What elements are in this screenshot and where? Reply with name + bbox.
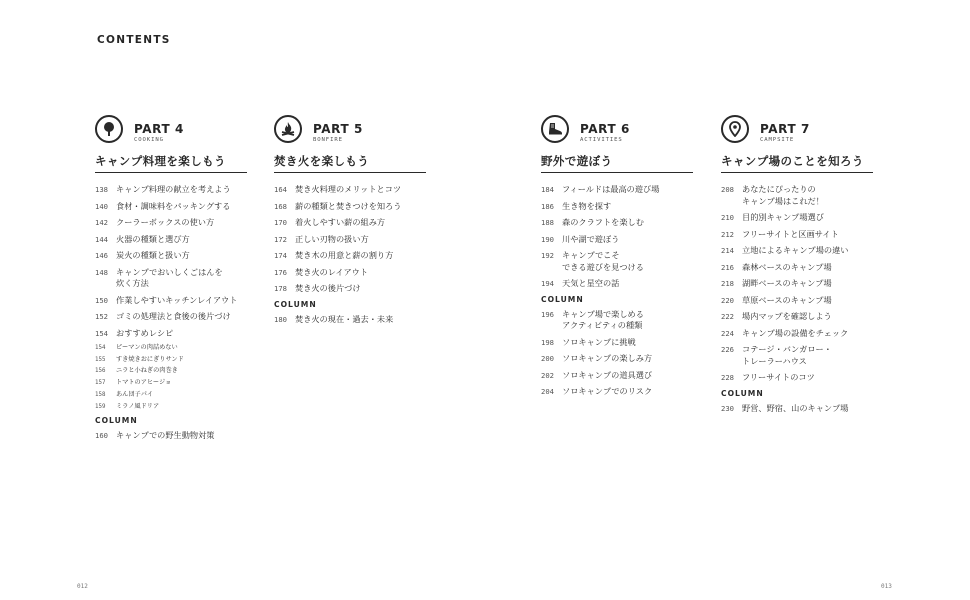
column-heading: COLUMN bbox=[95, 415, 138, 425]
entry-title: ミラノ風ドリア bbox=[116, 402, 160, 410]
part-subtitle: CAMPSITE bbox=[760, 137, 795, 143]
recipe-entry[interactable] bbox=[95, 379, 247, 387]
column-list bbox=[95, 430, 247, 442]
entry-title: キャンプでこそ できる遊びを見つける bbox=[562, 250, 644, 272]
page-number: 216 bbox=[721, 262, 734, 272]
entry-title: すき焼きおにぎりサンド bbox=[116, 355, 184, 363]
column-heading: COLUMN bbox=[274, 299, 317, 309]
entry-title: 生き物を探す bbox=[562, 200, 612, 211]
page-number: 174 bbox=[274, 251, 287, 260]
column-entry[interactable] bbox=[541, 370, 693, 382]
toc-entry[interactable] bbox=[274, 217, 426, 229]
entry-title: キャンプでの野生動物対策 bbox=[116, 429, 215, 440]
column-entry[interactable] bbox=[541, 386, 693, 398]
toc-entry[interactable] bbox=[95, 234, 247, 246]
toc-entry[interactable] bbox=[274, 234, 426, 246]
entry-title: おすすめレシピ bbox=[116, 327, 174, 338]
page-number: 194 bbox=[541, 279, 554, 288]
toc-entry[interactable] bbox=[721, 184, 873, 207]
part-label: PART 5 bbox=[313, 122, 363, 136]
page-number: 157 bbox=[95, 380, 106, 387]
column-list bbox=[721, 403, 873, 415]
entry-title: キャンプ場の設備をチェック bbox=[742, 327, 849, 338]
toc-entry[interactable] bbox=[721, 311, 873, 323]
toc-entry[interactable] bbox=[95, 201, 247, 213]
toc-entry[interactable] bbox=[721, 328, 873, 340]
part-7-section bbox=[721, 115, 873, 419]
page-number: 172 bbox=[274, 234, 287, 244]
part-title: 野外で遊ぼう bbox=[541, 149, 693, 173]
part-5-section bbox=[274, 115, 426, 330]
page-number: 202 bbox=[541, 370, 554, 380]
toc-list bbox=[541, 184, 693, 290]
entry-title: 湖畔ベースのキャンプ場 bbox=[742, 278, 832, 288]
toc-list bbox=[274, 184, 426, 295]
entry-title: 薪の種類と焚きつけを知ろう bbox=[295, 200, 402, 211]
entry-title: ニラと小ねぎの肉巻き bbox=[116, 367, 178, 375]
entry-title: フィールドは最高の遊び場 bbox=[562, 184, 660, 194]
entry-title: キャンプ場で楽しめる アクティビティの種類 bbox=[562, 308, 644, 330]
page-number: 224 bbox=[721, 328, 734, 338]
entry-title: トマトのアヒージョ bbox=[116, 379, 172, 387]
entry-title: 目的別キャンプ場選び bbox=[742, 212, 824, 222]
page-number: 170 bbox=[274, 218, 287, 227]
page-number: 176 bbox=[274, 267, 287, 277]
entry-title: 川や湖で遊ぼう bbox=[562, 233, 620, 244]
page-number: 155 bbox=[95, 356, 106, 363]
entry-title: 正しい刃物の扱い方 bbox=[295, 233, 369, 244]
column-heading: COLUMN bbox=[541, 294, 584, 304]
page-number: 184 bbox=[541, 185, 554, 194]
part-4-section bbox=[95, 115, 247, 446]
entry-title: ピーマンの肉詰めない bbox=[116, 344, 178, 351]
page-number: 159 bbox=[95, 403, 106, 410]
column-entry[interactable] bbox=[95, 430, 247, 442]
entry-title: 森林ベースのキャンプ場 bbox=[742, 261, 832, 272]
entry-title: 立地によるキャンプ場の違い bbox=[742, 245, 849, 255]
entry-title: 火器の種類と選び方 bbox=[116, 233, 190, 244]
contents-title: CONTENTS bbox=[97, 34, 171, 46]
entry-title: あん団子パイ bbox=[116, 390, 154, 398]
page-number: 208 bbox=[721, 185, 734, 194]
page-number: 210 bbox=[721, 213, 734, 222]
page-number: 196 bbox=[541, 309, 554, 319]
page-number: 142 bbox=[95, 218, 108, 227]
entry-title: 野営、野宿、山のキャンプ場 bbox=[742, 402, 849, 413]
hiking-boot-icon bbox=[541, 115, 569, 143]
part-title: 焚き火を楽しもう bbox=[274, 149, 426, 173]
entry-title: 焚き火の現在・過去・未来 bbox=[295, 313, 394, 324]
folio-left: 012 bbox=[77, 583, 88, 590]
page-number: 158 bbox=[95, 391, 106, 398]
campfire-icon bbox=[274, 115, 302, 143]
page-number: 140 bbox=[95, 201, 108, 211]
part-header bbox=[721, 115, 873, 149]
page-number: 222 bbox=[721, 312, 734, 321]
toc-list bbox=[721, 184, 873, 384]
entry-title: 食材・調味料をパッキングする bbox=[116, 200, 231, 211]
map-pin-icon bbox=[721, 115, 749, 143]
toc-entry[interactable] bbox=[95, 295, 247, 307]
entry-title: 焚き火のレイアウト bbox=[295, 266, 369, 277]
toc-list bbox=[95, 184, 247, 411]
page-number: 180 bbox=[274, 314, 287, 324]
entry-title: 炭火の種類と扱い方 bbox=[116, 250, 190, 260]
toc-entry[interactable] bbox=[721, 372, 873, 384]
toc-entry[interactable] bbox=[274, 267, 426, 279]
toc-entry[interactable] bbox=[95, 184, 247, 196]
page-number: 198 bbox=[541, 337, 554, 347]
part-label: PART 4 bbox=[134, 122, 184, 136]
column-entry[interactable] bbox=[721, 403, 873, 415]
page-number: 148 bbox=[95, 267, 108, 277]
entry-title: コテージ・バンガロー・ トレーラーハウス bbox=[742, 344, 832, 366]
page-number: 144 bbox=[95, 234, 108, 244]
toc-entry[interactable] bbox=[541, 250, 693, 273]
page-number: 178 bbox=[274, 284, 287, 293]
entry-title: ソロキャンプでのリスク bbox=[562, 386, 653, 396]
entry-title: フリーサイトと区画サイト bbox=[742, 228, 839, 239]
toc-entry[interactable] bbox=[541, 234, 693, 246]
entry-title: ソロキャンプに挑戦 bbox=[562, 336, 636, 347]
column-heading: COLUMN bbox=[721, 388, 764, 398]
recipe-entry[interactable] bbox=[95, 403, 247, 411]
toc-entry[interactable] bbox=[721, 245, 873, 257]
page-number: 200 bbox=[541, 354, 554, 363]
entry-title: 場内マップを確認しよう bbox=[742, 311, 832, 321]
entry-title: 焚き火の後片づけ bbox=[295, 283, 361, 293]
toc-entry[interactable] bbox=[721, 262, 873, 274]
toc-entry[interactable] bbox=[274, 184, 426, 196]
toc-entry[interactable] bbox=[95, 328, 247, 340]
page-number: 156 bbox=[95, 368, 106, 375]
column-list bbox=[274, 314, 426, 326]
page-number: 138 bbox=[95, 185, 108, 194]
part-header bbox=[541, 115, 693, 149]
toc-entry[interactable] bbox=[274, 201, 426, 213]
page-number: 186 bbox=[541, 201, 554, 211]
recipe-entry[interactable] bbox=[95, 344, 247, 352]
part-title: キャンプ場のことを知ろう bbox=[721, 149, 873, 173]
toc-entry[interactable] bbox=[95, 217, 247, 229]
toc-entry[interactable] bbox=[95, 250, 247, 262]
entry-title: フリーサイトのコツ bbox=[742, 372, 815, 382]
page-number: 146 bbox=[95, 251, 108, 260]
entry-title: ソロキャンプの道具選び bbox=[562, 369, 653, 380]
page-number: 168 bbox=[274, 201, 287, 211]
part-subtitle: BONFIRE bbox=[313, 137, 343, 143]
toc-entry[interactable] bbox=[541, 184, 693, 196]
column-entry[interactable] bbox=[541, 337, 693, 349]
part-6-section bbox=[541, 115, 693, 403]
toc-entry[interactable] bbox=[274, 283, 426, 295]
page-number: 190 bbox=[541, 234, 554, 244]
entry-title: キャンプ料理の献立を考えよう bbox=[116, 184, 231, 194]
entry-title: 着火しやすい薪の組み方 bbox=[295, 217, 386, 227]
toc-entry[interactable] bbox=[541, 201, 693, 213]
page-number: 218 bbox=[721, 279, 734, 288]
entry-title: クーラーボックスの使い方 bbox=[116, 217, 215, 227]
entry-title: ソロキャンプの楽しみ方 bbox=[562, 353, 653, 363]
page-number: 154 bbox=[95, 345, 106, 351]
entry-title: ゴミの処理法と食後の後片づけ bbox=[116, 311, 231, 321]
entry-title: 草原ベースのキャンプ場 bbox=[742, 294, 832, 305]
entry-title: 天気と星空の話 bbox=[562, 278, 620, 288]
part-header bbox=[274, 115, 426, 149]
part-subtitle: ACTIVITIES bbox=[580, 137, 623, 143]
page-number: 152 bbox=[95, 312, 108, 321]
entry-title: 焚き木の用意と薪の割り方 bbox=[295, 250, 394, 260]
part-title: キャンプ料理を楽しもう bbox=[95, 149, 247, 173]
page-number: 150 bbox=[95, 295, 108, 305]
entry-title: キャンプでおいしくごはんを 炊く方法 bbox=[116, 266, 223, 288]
toc-entry[interactable] bbox=[95, 267, 247, 290]
page-number: 214 bbox=[721, 246, 734, 255]
page-number: 226 bbox=[721, 345, 734, 354]
page-number: 192 bbox=[541, 251, 554, 260]
page-number: 212 bbox=[721, 229, 734, 239]
toc-entry[interactable] bbox=[541, 217, 693, 229]
part-label: PART 6 bbox=[580, 122, 630, 136]
page-number: 188 bbox=[541, 218, 554, 227]
toc-entry[interactable] bbox=[721, 229, 873, 241]
page-number: 228 bbox=[721, 373, 734, 382]
column-list bbox=[541, 309, 693, 398]
toc-entry[interactable] bbox=[721, 295, 873, 307]
page-number: 160 bbox=[95, 430, 108, 440]
recipe-entry[interactable] bbox=[95, 367, 247, 375]
page-number: 164 bbox=[274, 185, 287, 194]
page-number: 204 bbox=[541, 387, 554, 396]
entry-title: 森のクラフトを楽しむ bbox=[562, 217, 644, 227]
folio-right: 013 bbox=[881, 583, 892, 590]
column-entry[interactable] bbox=[274, 314, 426, 326]
entry-title: あなたにぴったりの キャンプ場はこれだ！ bbox=[742, 184, 824, 206]
entry-title: 作業しやすいキッチンレイアウト bbox=[116, 294, 238, 305]
toc-entry[interactable] bbox=[721, 344, 873, 367]
column-entry[interactable] bbox=[541, 309, 693, 332]
tree-icon bbox=[95, 115, 123, 143]
part-label: PART 7 bbox=[760, 122, 810, 136]
page-number: 154 bbox=[95, 328, 108, 338]
toc-entry[interactable] bbox=[95, 311, 247, 323]
entry-title: 焚き火料理のメリットとコツ bbox=[295, 184, 402, 194]
toc-entry[interactable] bbox=[274, 250, 426, 262]
part-header bbox=[95, 115, 247, 149]
part-subtitle: COOKING bbox=[134, 137, 164, 143]
recipe-entry[interactable] bbox=[95, 356, 247, 364]
toc-entry[interactable] bbox=[541, 278, 693, 290]
toc-entry[interactable] bbox=[721, 278, 873, 290]
page-number: 220 bbox=[721, 295, 734, 305]
toc-entry[interactable] bbox=[721, 212, 873, 224]
column-entry[interactable] bbox=[541, 353, 693, 365]
page-number: 230 bbox=[721, 403, 734, 413]
recipe-entry[interactable] bbox=[95, 391, 247, 399]
